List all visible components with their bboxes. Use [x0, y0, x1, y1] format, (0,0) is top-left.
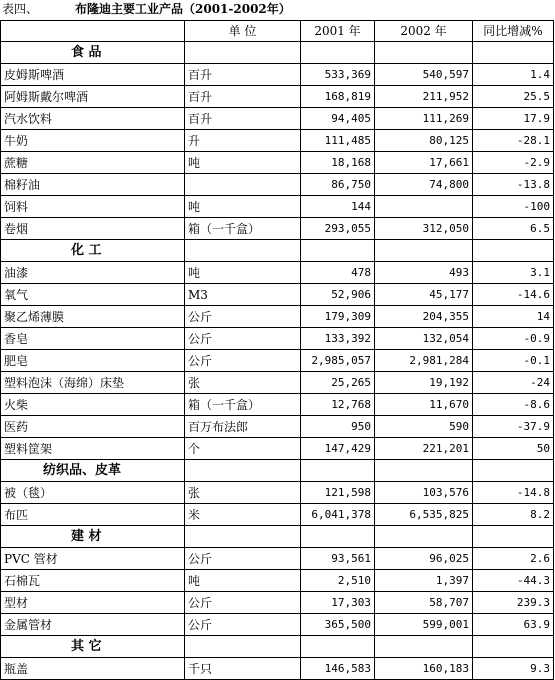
value-2002-cell: 96,025 [375, 548, 473, 570]
product-name-cell: 牛奶 [1, 130, 185, 152]
table-row [1, 504, 554, 526]
value-2001-cell: 2,510 [301, 570, 375, 592]
value-2002-cell: 211,952 [375, 86, 473, 108]
value-2001-cell: 365,500 [301, 614, 375, 636]
product-name-cell: 型材 [1, 592, 185, 614]
value-2001-cell: 111,485 [301, 130, 375, 152]
change-percent-cell: -14.6 [473, 284, 554, 306]
category-empty-cell [375, 42, 473, 64]
table-row [1, 174, 554, 196]
change-percent-cell: 9.3 [473, 658, 554, 680]
unit-cell: 公斤 [185, 548, 301, 570]
unit-cell: 公斤 [185, 350, 301, 372]
value-2002-cell: 540,597 [375, 64, 473, 86]
unit-cell: 公斤 [185, 614, 301, 636]
unit-cell: 箱（一千盒） [185, 218, 301, 240]
value-2001-cell: 121,598 [301, 482, 375, 504]
value-2002-cell: 599,001 [375, 614, 473, 636]
unit-cell: 吨 [185, 196, 301, 218]
product-name-cell: 氧气 [1, 284, 185, 306]
category-row [1, 636, 554, 658]
change-percent-cell: 3.1 [473, 262, 554, 284]
category-empty-cell [473, 636, 554, 658]
change-percent-cell: 1.4 [473, 64, 554, 86]
value-2001-cell: 86,750 [301, 174, 375, 196]
value-2002-cell: 590 [375, 416, 473, 438]
category-empty-cell [185, 636, 301, 658]
change-percent-cell: -44.3 [473, 570, 554, 592]
unit-cell: 升 [185, 130, 301, 152]
value-2002-cell: 132,054 [375, 328, 473, 350]
header-cell-2002: 2002 年 [375, 21, 473, 42]
product-name-cell: 皮姆斯啤酒 [1, 64, 185, 86]
value-2001-cell: 94,405 [301, 108, 375, 130]
value-2001-cell: 93,561 [301, 548, 375, 570]
table-row [1, 64, 554, 86]
table-row [1, 152, 554, 174]
value-2001-cell: 18,168 [301, 152, 375, 174]
category-empty-cell [473, 240, 554, 262]
category-empty-cell [473, 526, 554, 548]
value-2002-cell: 160,183 [375, 658, 473, 680]
table-row [1, 284, 554, 306]
category-empty-cell [185, 526, 301, 548]
table-row [1, 328, 554, 350]
value-2001-cell: 6,041,378 [301, 504, 375, 526]
unit-cell: 吨 [185, 152, 301, 174]
value-2002-cell: 103,576 [375, 482, 473, 504]
table-row [1, 108, 554, 130]
product-name-cell: 阿姆斯戴尔啤酒 [1, 86, 185, 108]
change-percent-cell: 14 [473, 306, 554, 328]
unit-cell: 百升 [185, 86, 301, 108]
change-percent-cell: 63.9 [473, 614, 554, 636]
change-percent-cell: -37.9 [473, 416, 554, 438]
change-percent-cell: -28.1 [473, 130, 554, 152]
change-percent-cell: -13.8 [473, 174, 554, 196]
category-empty-cell [301, 636, 375, 658]
value-2001-cell: 168,819 [301, 86, 375, 108]
product-name-cell: 火柴 [1, 394, 185, 416]
value-2001-cell: 17,303 [301, 592, 375, 614]
product-name-cell: 卷烟 [1, 218, 185, 240]
value-2002-cell: 6,535,825 [375, 504, 473, 526]
value-2002-cell: 45,177 [375, 284, 473, 306]
unit-cell: 百万布法郎 [185, 416, 301, 438]
category-label: 化 工 [71, 242, 102, 258]
change-percent-cell: 6.5 [473, 218, 554, 240]
value-2002-cell: 1,397 [375, 570, 473, 592]
product-name-cell: 油漆 [1, 262, 185, 284]
value-2001-cell: 293,055 [301, 218, 375, 240]
value-2001-cell: 478 [301, 262, 375, 284]
change-percent-cell: 2.6 [473, 548, 554, 570]
change-percent-cell: -100 [473, 196, 554, 218]
category-cell [1, 526, 185, 548]
value-2002-cell: 204,355 [375, 306, 473, 328]
table-row [1, 614, 554, 636]
unit-cell: 吨 [185, 262, 301, 284]
value-2002-cell: 221,201 [375, 438, 473, 460]
table-row [1, 548, 554, 570]
table-title [0, 0, 555, 20]
change-percent-cell: 239.3 [473, 592, 554, 614]
unit-cell: 米 [185, 504, 301, 526]
category-cell [1, 240, 185, 262]
table-row [1, 592, 554, 614]
table-body [1, 21, 554, 680]
product-name-cell: 塑料筐架 [1, 438, 185, 460]
value-2002-cell: 312,050 [375, 218, 473, 240]
category-empty-cell [473, 460, 554, 482]
value-2002-cell [375, 196, 473, 218]
value-2001-cell: 144 [301, 196, 375, 218]
value-2001-cell: 25,265 [301, 372, 375, 394]
table-row [1, 438, 554, 460]
category-empty-cell [301, 526, 375, 548]
category-row [1, 240, 554, 262]
change-percent-cell: -2.9 [473, 152, 554, 174]
change-percent-cell: 25.5 [473, 86, 554, 108]
value-2001-cell: 133,392 [301, 328, 375, 350]
change-percent-cell: 8.2 [473, 504, 554, 526]
table-row [1, 372, 554, 394]
category-label: 建 材 [71, 528, 102, 544]
value-2002-cell: 11,670 [375, 394, 473, 416]
category-empty-cell [375, 636, 473, 658]
table-row [1, 394, 554, 416]
table-row [1, 218, 554, 240]
unit-cell: 公斤 [185, 592, 301, 614]
category-empty-cell [375, 460, 473, 482]
value-2001-cell: 146,583 [301, 658, 375, 680]
table-row [1, 262, 554, 284]
title-main: 布隆迪主要工业产品（2001-2002年） [75, 2, 291, 16]
product-name-cell: 瓶盖 [1, 658, 185, 680]
header-cell-2001: 2001 年 [301, 21, 375, 42]
category-label: 食 品 [71, 44, 102, 60]
product-name-cell: 饲料 [1, 196, 185, 218]
product-name-cell: 香皂 [1, 328, 185, 350]
product-name-cell: 石棉瓦 [1, 570, 185, 592]
value-2002-cell: 2,981,284 [375, 350, 473, 372]
table-row [1, 658, 554, 680]
category-empty-cell [185, 240, 301, 262]
product-name-cell: 聚乙烯薄膜 [1, 306, 185, 328]
table-row [1, 416, 554, 438]
product-name-cell: 蔗糖 [1, 152, 185, 174]
value-2001-cell: 12,768 [301, 394, 375, 416]
value-2002-cell: 111,269 [375, 108, 473, 130]
value-2001-cell: 52,906 [301, 284, 375, 306]
value-2002-cell: 19,192 [375, 372, 473, 394]
unit-cell: 个 [185, 438, 301, 460]
category-label: 其 它 [71, 638, 102, 654]
unit-cell: 千只 [185, 658, 301, 680]
product-name-cell: 棉籽油 [1, 174, 185, 196]
value-2001-cell: 950 [301, 416, 375, 438]
unit-cell: 张 [185, 482, 301, 504]
change-percent-cell: -24 [473, 372, 554, 394]
category-empty-cell [375, 526, 473, 548]
value-2002-cell: 80,125 [375, 130, 473, 152]
unit-cell: 公斤 [185, 328, 301, 350]
category-empty-cell [185, 460, 301, 482]
unit-cell: 张 [185, 372, 301, 394]
category-empty-cell [185, 42, 301, 64]
value-2001-cell: 147,429 [301, 438, 375, 460]
category-empty-cell [301, 240, 375, 262]
title-prefix: 表四、 [2, 2, 39, 16]
unit-cell: M3 [185, 284, 301, 306]
table-header-row [1, 21, 554, 42]
product-name-cell: 被（毯） [1, 482, 185, 504]
category-cell [1, 42, 185, 64]
product-name-cell: 布匹 [1, 504, 185, 526]
unit-cell: 公斤 [185, 306, 301, 328]
category-row [1, 460, 554, 482]
value-2002-cell: 74,800 [375, 174, 473, 196]
category-empty-cell [301, 460, 375, 482]
table-row [1, 306, 554, 328]
table-row [1, 86, 554, 108]
product-name-cell: 汽水饮料 [1, 108, 185, 130]
category-empty-cell [473, 42, 554, 64]
category-row [1, 42, 554, 64]
product-name-cell: 塑料泡沫（海绵）床垫 [1, 372, 185, 394]
value-2002-cell: 493 [375, 262, 473, 284]
industrial-products-table [0, 20, 554, 680]
unit-cell: 箱（一千盒） [185, 394, 301, 416]
category-empty-cell [375, 240, 473, 262]
value-2001-cell: 2,985,057 [301, 350, 375, 372]
unit-cell: 吨 [185, 570, 301, 592]
table-row [1, 196, 554, 218]
change-percent-cell: -8.6 [473, 394, 554, 416]
header-cell-unit: 单 位 [185, 21, 301, 42]
product-name-cell: PVC 管材 [1, 548, 185, 570]
table-row [1, 570, 554, 592]
table-row [1, 350, 554, 372]
header-cell-change: 同比增减% [473, 21, 554, 42]
table-row [1, 130, 554, 152]
unit-cell [185, 174, 301, 196]
change-percent-cell: -0.1 [473, 350, 554, 372]
category-row [1, 526, 554, 548]
value-2002-cell: 17,661 [375, 152, 473, 174]
change-percent-cell: -0.9 [473, 328, 554, 350]
change-percent-cell: 50 [473, 438, 554, 460]
product-name-cell: 金属管材 [1, 614, 185, 636]
unit-cell: 百升 [185, 108, 301, 130]
unit-cell: 百升 [185, 64, 301, 86]
change-percent-cell: -14.8 [473, 482, 554, 504]
value-2001-cell: 179,309 [301, 306, 375, 328]
category-label: 纺织品、皮革 [43, 462, 122, 478]
table-row [1, 482, 554, 504]
product-name-cell: 肥皂 [1, 350, 185, 372]
category-cell [1, 636, 185, 658]
category-cell [1, 460, 185, 482]
value-2002-cell: 58,707 [375, 592, 473, 614]
product-name-cell: 医药 [1, 416, 185, 438]
change-percent-cell: 17.9 [473, 108, 554, 130]
header-cell-name [1, 21, 185, 42]
value-2001-cell: 533,369 [301, 64, 375, 86]
category-empty-cell [301, 42, 375, 64]
